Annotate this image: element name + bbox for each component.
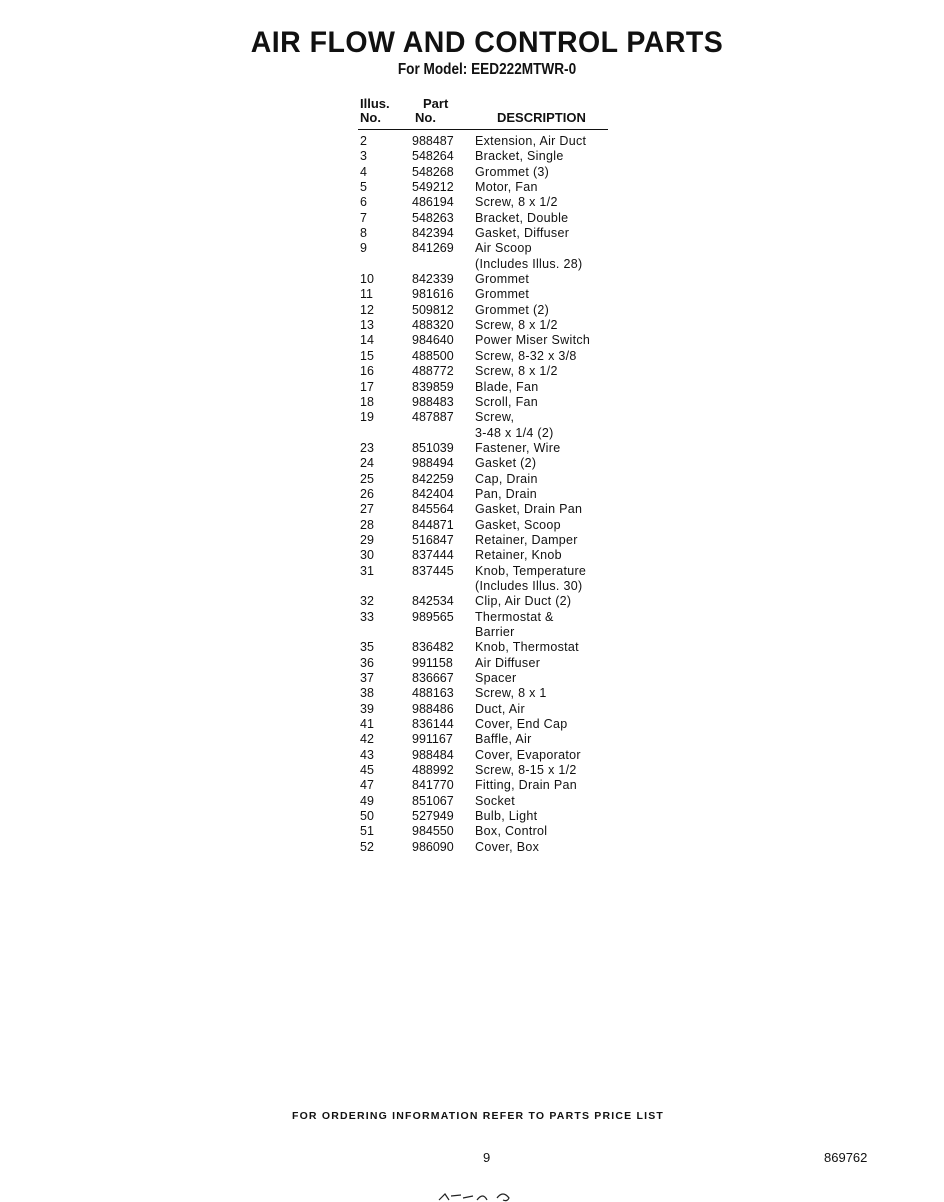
table-row [0,548,944,563]
table-row [0,824,944,839]
illus-no: 50 [360,809,374,824]
illus-no: 24 [360,456,374,471]
table-row [0,287,944,302]
part-no: 527949 [412,809,454,824]
description: Gasket (2) [475,456,537,471]
part-no: 837445 [412,563,454,578]
description: Gasket, Drain Pan [475,502,583,517]
part-no: 844871 [412,517,454,532]
header-illus-no [360,97,390,125]
illus-no: 12 [360,302,374,317]
part-no: 842394 [412,226,454,241]
part-no: 548268 [412,164,454,179]
part-no: 488772 [412,364,454,379]
table-row [0,149,944,164]
part-no: 488992 [412,763,454,778]
illus-no: 14 [360,333,374,348]
part-no: 984640 [412,333,454,348]
description: Screw, 8 x 1/2 [475,318,558,333]
table-row [0,333,944,348]
part-no: 842534 [412,594,454,609]
part-no: 851039 [412,440,454,455]
page-number: 9 [483,1150,491,1165]
description: Socket [475,793,516,808]
description: Fastener, Wire [475,440,561,455]
illus-no: 37 [360,671,374,686]
description: Pan, Drain [475,486,538,501]
table-row [0,502,944,517]
part-no: 851067 [412,793,454,808]
description: Knob, Temperature [475,563,587,578]
illus-no: 13 [360,318,374,333]
description: Screw, [475,410,515,425]
part-no: 486194 [412,195,454,210]
part-no: 841770 [412,778,454,793]
part-no: 842339 [412,272,454,287]
illus-no: 6 [360,195,367,210]
illus-no: 4 [360,164,367,179]
description: Cover, End Cap [475,717,568,732]
table-row [0,195,944,210]
description: Cover, Evaporator [475,747,581,762]
description: Gasket, Scoop [475,517,561,532]
table-row [0,717,944,732]
illus-no: 29 [360,532,374,547]
table-row [0,564,944,579]
illus-no: 32 [360,594,374,609]
part-no: 548263 [412,210,454,225]
table-row [0,395,944,410]
description: Grommet (3) [475,164,550,179]
table-row [0,456,944,471]
table-row [0,180,944,195]
table-row [0,610,944,625]
illus-no: 28 [360,517,374,532]
part-no: 991158 [412,655,453,670]
illus-no: 39 [360,701,374,716]
table-row [0,226,944,241]
description: Grommet [475,287,530,302]
table-row [0,364,944,379]
illus-no: 52 [360,839,374,854]
table-row [0,272,944,287]
model-subtitle: For Model: EED222MTWR-0 [397,61,577,78]
table-row [0,794,944,809]
header-illus-line2: No. [360,110,381,125]
table-row [0,441,944,456]
illus-no: 36 [360,655,374,670]
illus-no: 49 [360,793,374,808]
table-row [0,257,944,272]
illus-no: 8 [360,226,367,241]
parts-table [0,134,944,855]
illus-no: 43 [360,747,374,762]
illus-no: 15 [360,348,374,363]
description: 3-48 x 1/4 (2) [475,425,554,440]
description: Bracket, Single [475,149,564,164]
header-part-line1: Part [423,96,449,111]
table-row [0,778,944,793]
illus-no: 42 [360,732,374,747]
table-row [0,426,944,441]
description: Cover, Box [475,839,540,854]
table-row [0,671,944,686]
header-part-no [415,96,449,125]
part-no: 836667 [412,671,454,686]
table-row [0,640,944,655]
description: Air Diffuser [475,655,541,670]
table-row [0,165,944,180]
description: Clip, Air Duct (2) [475,594,572,609]
description: Screw, 8-15 x 1/2 [475,763,577,778]
table-row [0,533,944,548]
illus-no: 47 [360,778,374,793]
part-no: 988486 [412,701,454,716]
illus-no: 5 [360,180,367,195]
table-row [0,625,944,640]
table-row [0,211,944,226]
illus-no: 26 [360,486,374,501]
description: Scroll, Fan [475,394,539,409]
part-no: 488163 [412,686,454,701]
table-row [0,732,944,747]
description: Baffle, Air [475,732,532,747]
description: Screw, 8 x 1/2 [475,364,558,379]
header-illus-line1: Illus. [360,96,390,111]
table-row [0,241,944,256]
description: Retainer, Damper [475,532,578,547]
part-no: 549212 [412,180,454,195]
illus-no: 23 [360,440,374,455]
description: Box, Control [475,824,548,839]
illus-no: 10 [360,272,374,287]
part-no: 988484 [412,747,454,762]
table-row [0,410,944,425]
part-no: 984550 [412,824,454,839]
illus-no: 18 [360,394,374,409]
illus-no: 35 [360,640,374,655]
description: Knob, Thermostat [475,640,579,655]
description: Bulb, Light [475,809,538,824]
table-row [0,809,944,824]
part-no: 988487 [412,134,454,148]
part-no: 548264 [412,149,454,164]
description: Duct, Air [475,701,525,716]
description: Barrier [475,625,515,639]
description: (Includes Illus. 30) [475,578,583,593]
part-no: 991167 [412,732,453,747]
illus-no: 11 [360,287,373,302]
part-no: 842404 [412,486,454,501]
part-no: 841269 [412,241,454,256]
header-description: DESCRIPTION [497,110,586,125]
table-row [0,349,944,364]
illus-no: 17 [360,379,374,394]
illus-no: 7 [360,210,367,225]
illus-no: 27 [360,502,374,517]
description: Fitting, Drain Pan [475,778,577,793]
table-row [0,303,944,318]
part-no: 488320 [412,318,454,333]
description: Blade, Fan [475,379,539,394]
table-row [0,763,944,778]
part-no: 509812 [412,302,454,317]
header-part-line2: No. [415,110,436,125]
part-no: 988494 [412,456,454,471]
illus-no: 38 [360,686,374,701]
description: Air Scoop [475,241,532,256]
illus-no: 2 [360,134,367,148]
table-row [0,579,944,594]
part-no: 488500 [412,348,454,363]
description: Cap, Drain [475,471,538,486]
header-rule [358,129,608,130]
illus-no: 30 [360,548,374,563]
part-no: 516847 [412,532,454,547]
part-no: 845564 [412,502,454,517]
illus-no: 9 [360,241,367,256]
document-number: 869762 [824,1150,868,1165]
part-no: 487887 [412,410,454,425]
part-no: 981616 [412,287,454,302]
part-no: 836144 [412,717,454,732]
description: Motor, Fan [475,180,538,195]
description: Bracket, Double [475,210,569,225]
illus-no: 51 [360,824,374,839]
table-row [0,748,944,763]
table-row [0,686,944,701]
illus-no: 3 [360,149,367,164]
illus-no: 33 [360,609,374,624]
page-title: AIR FLOW AND CONTROL PARTS [250,26,724,59]
part-no: 839859 [412,379,454,394]
description: Screw, 8-32 x 3/8 [475,348,577,363]
part-no: 837444 [412,548,454,563]
illus-no: 16 [360,364,374,379]
description: Extension, Air Duct [475,134,587,148]
illus-no: 45 [360,763,374,778]
table-row [0,380,944,395]
illus-no: 25 [360,471,374,486]
description: Grommet (2) [475,302,550,317]
description: Spacer [475,671,517,686]
table-row [0,487,944,502]
table-row [0,656,944,671]
part-no: 842259 [412,471,454,486]
part-no: 989565 [412,609,454,624]
description: Thermostat & [475,609,554,624]
illus-no: 19 [360,410,374,425]
description: Gasket, Diffuser [475,226,570,241]
table-row [0,318,944,333]
description: Power Miser Switch [475,333,591,348]
illus-no: 41 [360,717,374,732]
part-no: 988483 [412,394,454,409]
ordering-footer: FOR ORDERING INFORMATION REFER TO PARTS PRICE LIST [291,1110,665,1122]
description: Screw, 8 x 1 [475,686,547,701]
table-row [0,518,944,533]
table-row [0,134,944,149]
description: Grommet [475,272,530,287]
part-no: 836482 [412,640,454,655]
table-row [0,702,944,717]
part-no: 986090 [412,839,454,854]
table-row [0,840,944,855]
table-row [0,594,944,609]
description: (Includes Illus. 28) [475,256,583,271]
description: Retainer, Knob [475,548,562,563]
table-row [0,472,944,487]
description: Screw, 8 x 1/2 [475,195,558,210]
illus-no: 31 [360,563,374,578]
